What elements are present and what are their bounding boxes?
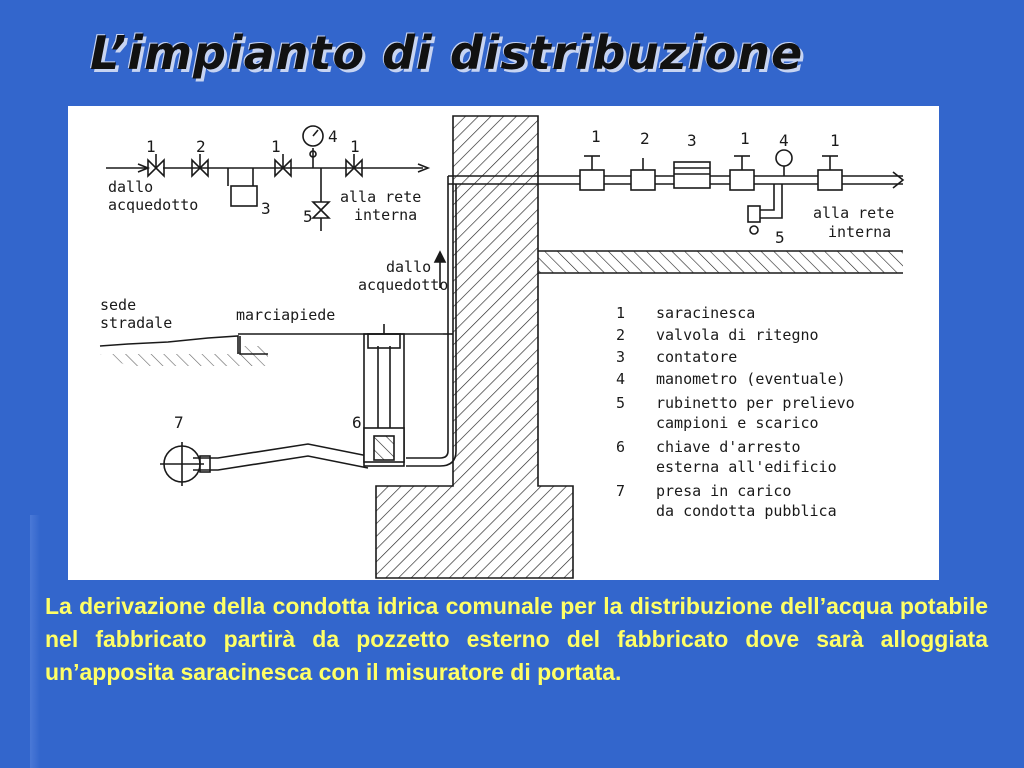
legend-number: 6 xyxy=(616,438,626,456)
slide-title: L’impianto di distribuzione xyxy=(90,26,804,80)
legend-number: 4 xyxy=(616,370,626,388)
schematic-labels xyxy=(108,127,421,226)
legend-number: 2 xyxy=(616,326,626,344)
section-number: 1 xyxy=(591,127,601,146)
section-number: 6 xyxy=(352,413,362,432)
legend-text: saracinesca xyxy=(656,304,756,322)
valve-key-cap xyxy=(368,334,400,348)
section-number: 4 xyxy=(779,131,789,150)
schematic-to-label: alla rete xyxy=(340,188,422,206)
section-number: 3 xyxy=(687,131,697,150)
meter-symbol xyxy=(231,186,257,206)
gauge-4 xyxy=(776,150,792,166)
legend-text: rubinetto per prelievo xyxy=(656,394,855,412)
section-number: 7 xyxy=(174,413,184,432)
schematic-number: 2 xyxy=(196,137,206,156)
legend-text: contatore xyxy=(656,348,738,366)
legend-number: 1 xyxy=(616,304,626,322)
legend-text: chiave d'arresto xyxy=(656,438,801,456)
interior-fittings xyxy=(580,150,842,234)
legend-text: manometro (eventuale) xyxy=(656,370,846,388)
road-label: stradale xyxy=(100,314,173,332)
public-main-7 xyxy=(160,442,210,486)
legend-text: da condotta pubblica xyxy=(656,502,837,520)
building-wall-section xyxy=(376,116,573,578)
tap-symbol xyxy=(313,202,329,218)
section-number: 1 xyxy=(740,129,750,148)
schematic-number: 1 xyxy=(271,137,281,156)
legend-number: 3 xyxy=(616,348,626,366)
distribution-diagram xyxy=(68,106,939,580)
schematic-from-label: dallo xyxy=(108,178,154,196)
diagram-svg xyxy=(68,106,939,580)
shutoff-valve-6 xyxy=(364,428,404,462)
legend xyxy=(616,304,855,520)
section-number: 2 xyxy=(640,129,650,148)
valve-1 xyxy=(818,170,842,190)
riser-label: dallo xyxy=(386,258,432,276)
schematic-number: 3 xyxy=(261,199,271,218)
legend-text: valvola di ritegno xyxy=(656,326,819,344)
schematic-to-label: interna xyxy=(354,206,418,224)
riser-label: acquedotto xyxy=(358,276,449,294)
section-outlet-label: interna xyxy=(828,223,892,241)
legend-text: presa in carico xyxy=(656,482,792,500)
valve-2 xyxy=(631,170,655,190)
legend-text: esterna all'edificio xyxy=(656,458,837,476)
valve-1 xyxy=(730,170,754,190)
legend-number: 5 xyxy=(616,394,626,412)
schematic-number: 4 xyxy=(328,127,338,146)
legend-text: campioni e scarico xyxy=(656,414,819,432)
decorative-edge-strip xyxy=(30,515,40,768)
section-number: 1 xyxy=(830,131,840,150)
schematic-number: 1 xyxy=(350,137,360,156)
meter-3 xyxy=(674,162,710,188)
legend-number: 7 xyxy=(616,482,626,500)
sidewalk-label: marciapiede xyxy=(236,306,336,324)
road-label: sede xyxy=(100,296,137,314)
schematic-number: 5 xyxy=(303,207,313,226)
slide-body-text: La derivazione della condotta idrica comunale per la distribuzione dell’acqua potabile nel fabbricato partirà da pozzetto esterno del fabbricato dove sarà alloggiata un’apposita saracinesca con il misuratore di portata. xyxy=(45,593,988,685)
schematic-number: 1 xyxy=(146,137,156,156)
section-number: 5 xyxy=(775,228,785,247)
valve-1 xyxy=(580,170,604,190)
schematic-from-label: acquedotto xyxy=(108,196,199,214)
section-outlet-label: alla rete xyxy=(813,204,895,222)
